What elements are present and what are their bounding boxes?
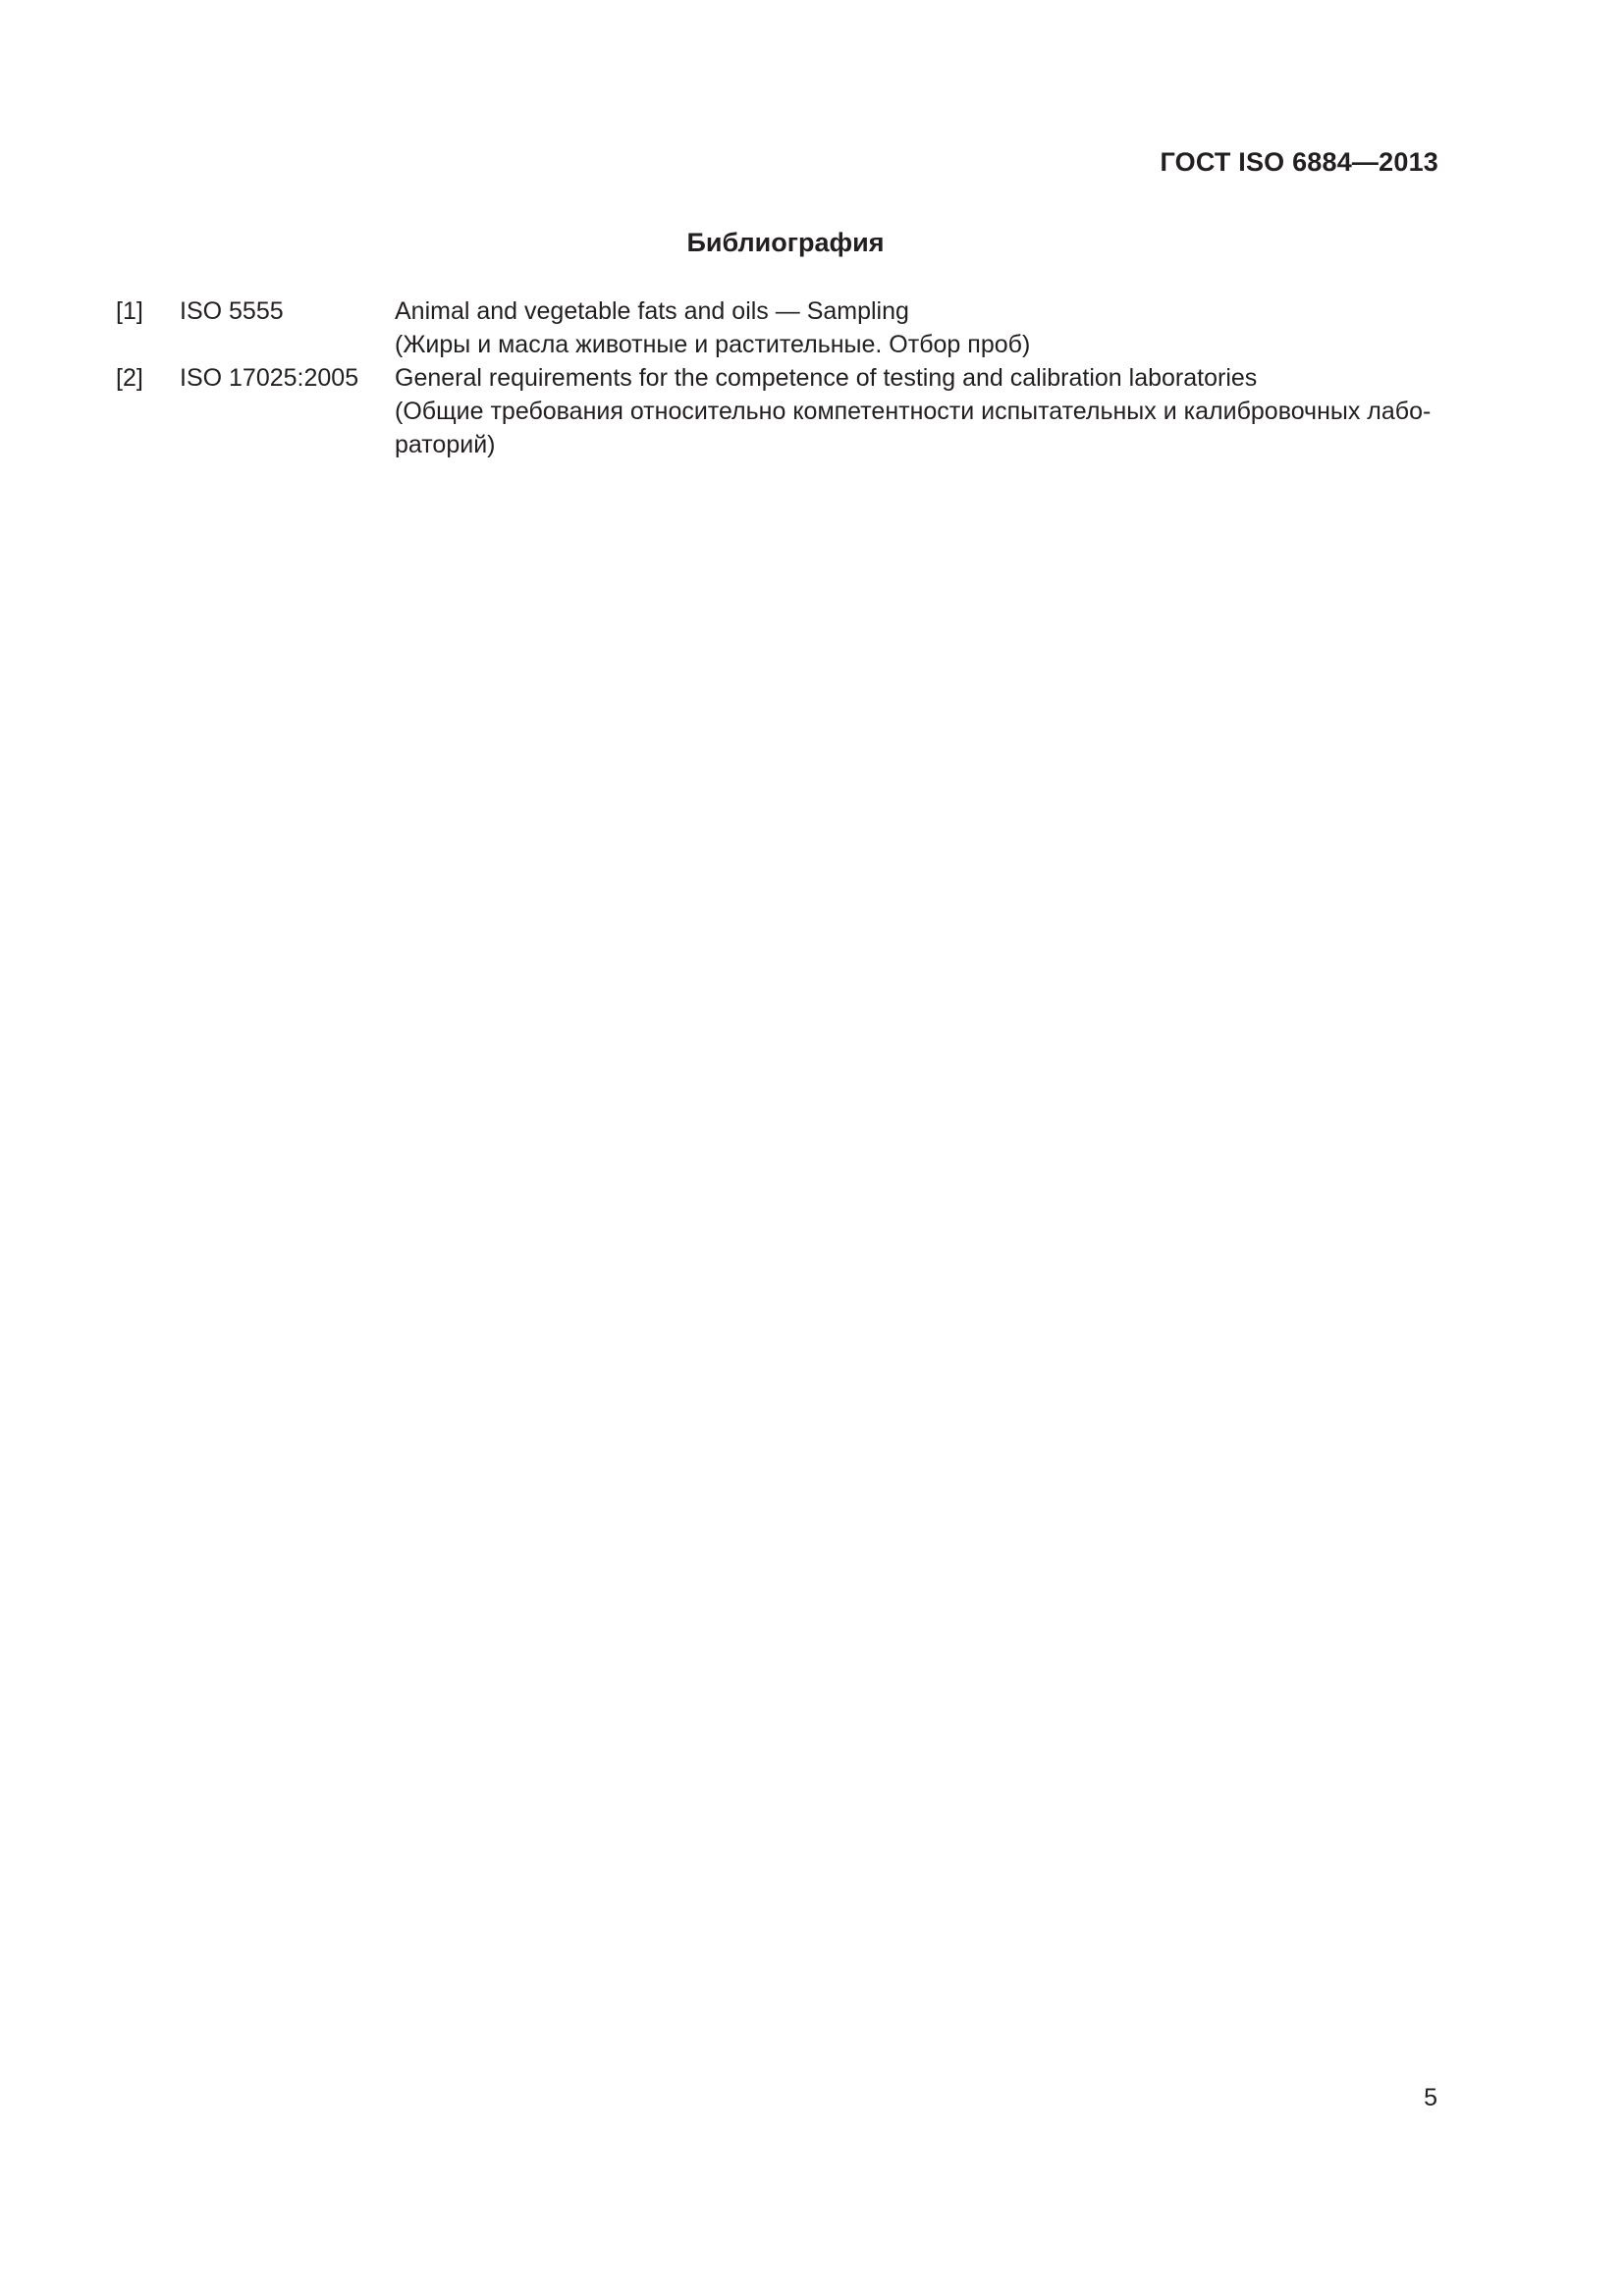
document-code: ГОСТ ISO 6884—2013 [1160, 147, 1438, 177]
page-number: 5 [1424, 2084, 1437, 2111]
bibliography-entry [116, 294, 1439, 361]
bibliography-entry-number: [2] [116, 364, 143, 392]
bibliography-entry-text [395, 361, 1439, 461]
bibliography-entry-code: ISO 5555 [180, 297, 284, 325]
bibliography-entry-text [395, 294, 1439, 361]
bibliography-entry-code: ISO 17025:2005 [180, 364, 359, 392]
bibliography-entry-translation: (Жиры и масла животные и растительные. Отбор проб) [395, 331, 1031, 358]
bibliography-list [116, 294, 1439, 461]
bibliography-entry-translation: (Общие требования относительно компетентности испытательных и калибровочных лабо-раторий) [395, 398, 1432, 458]
bibliography-entry-title: General requirements for the competence of testing and calibration laboratories [395, 364, 1258, 392]
bibliography-entry [116, 361, 1439, 461]
bibliography-entry-title: Animal and vegetable fats and oils — Sampling [395, 297, 909, 325]
bibliography-entry-number: [1] [116, 297, 143, 325]
section-title: Библиография [686, 228, 885, 257]
